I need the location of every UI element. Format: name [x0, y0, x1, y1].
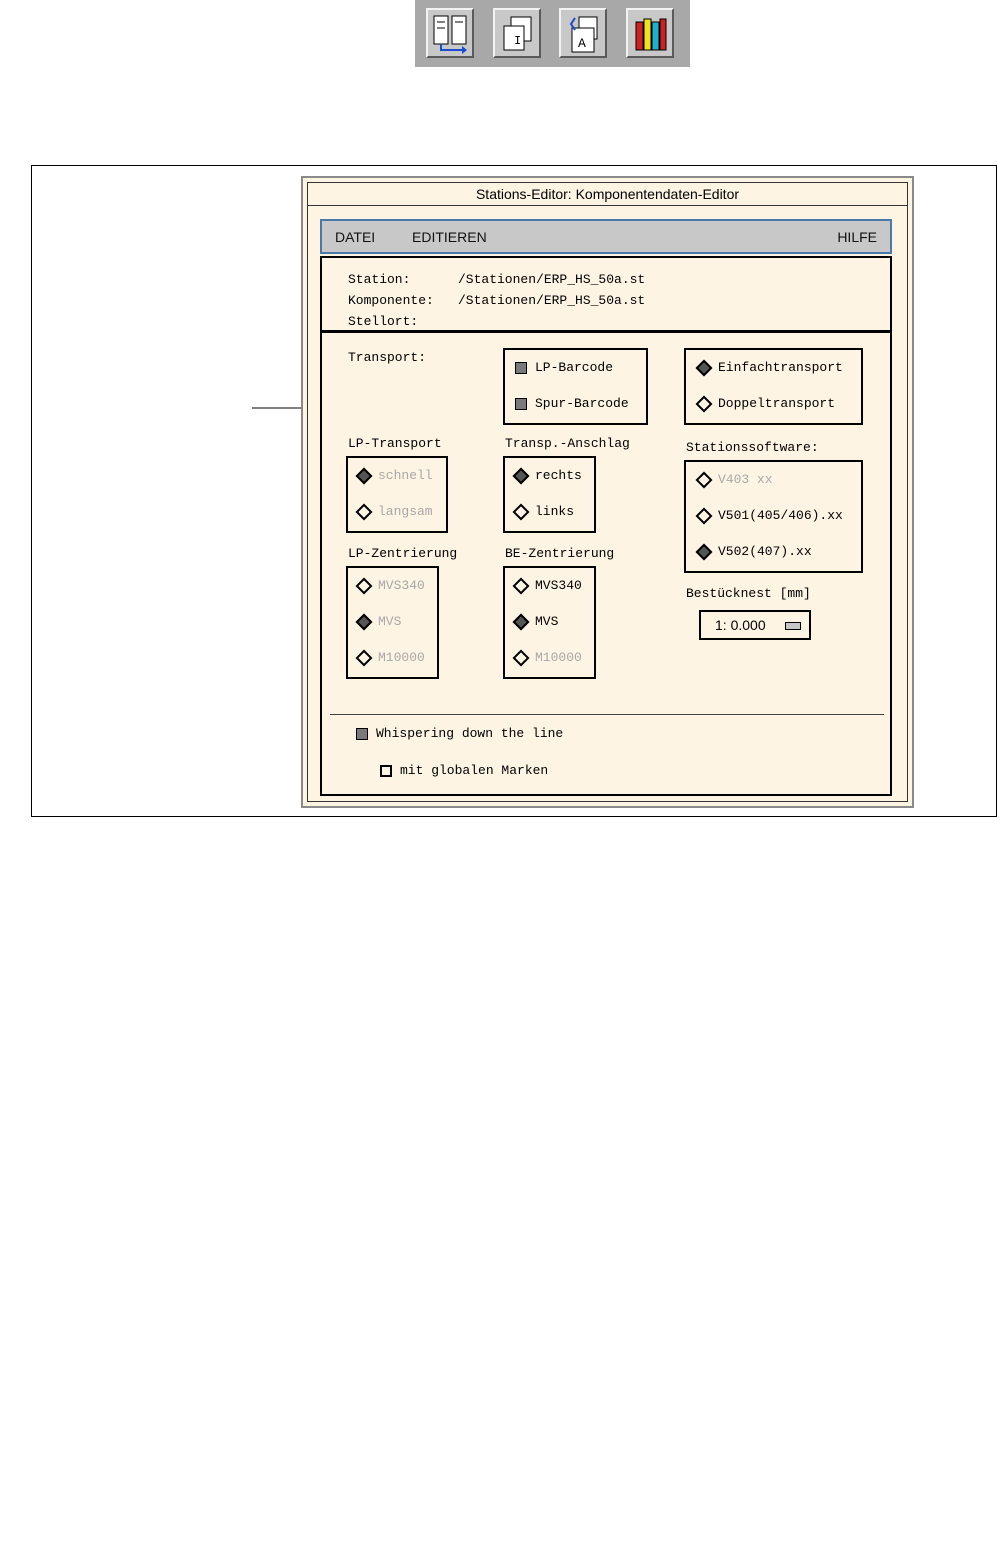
be-mvs340-label: MVS340 — [535, 578, 582, 593]
be-mvs-radio[interactable] — [515, 614, 558, 629]
stellort-label: Stellort: — [348, 314, 419, 329]
structure-view-icon — [432, 14, 470, 54]
document-pages-button[interactable] — [493, 8, 541, 58]
be-mvs340-radio[interactable] — [515, 578, 582, 593]
anschlag-label: Transp.-Anschlag — [505, 436, 630, 451]
komponente-label: Komponente: — [348, 293, 434, 308]
links-radio[interactable] — [515, 504, 574, 519]
bestuecknest-value: 1: 0.000 — [715, 617, 766, 633]
radio-selected-icon — [356, 613, 373, 630]
whispering-label: Whispering down the line — [376, 726, 564, 741]
v501-label: V501(405/406).xx — [718, 508, 843, 523]
komponente-value: /Stationen/ERP_HS_50a.st — [458, 293, 646, 308]
spur-barcode-checkbox[interactable] — [515, 396, 629, 411]
library-books-icon — [632, 14, 670, 54]
radio-icon — [513, 649, 530, 666]
transport-label: Transport: — [348, 350, 427, 365]
rechts-label: rechts — [535, 468, 582, 483]
lp-mvs340-radio[interactable] — [358, 578, 425, 593]
be-m10000-radio[interactable] — [515, 650, 582, 665]
radio-selected-icon — [696, 543, 713, 560]
lp-mvs-label: MVS — [378, 614, 402, 629]
be-m10000-label: M10000 — [535, 650, 582, 665]
window-border — [307, 182, 908, 802]
menu-hilfe[interactable]: HILFE — [837, 229, 877, 245]
einfachtransport-radio[interactable] — [698, 360, 843, 375]
checkbox-icon — [356, 728, 368, 740]
structure-view-button[interactable] — [426, 8, 474, 58]
einfachtransport-label: Einfachtransport — [718, 360, 843, 375]
radio-selected-icon — [356, 467, 373, 484]
library-books-button[interactable] — [626, 8, 674, 58]
lp-mvs340-label: MVS340 — [378, 578, 425, 593]
menu-datei[interactable]: DATEI — [335, 229, 376, 245]
globale-marken-label: mit globalen Marken — [400, 763, 549, 778]
toolbar — [415, 0, 690, 67]
bottom-divider — [330, 714, 884, 715]
radio-icon — [356, 503, 373, 520]
rechts-radio[interactable] — [515, 468, 582, 483]
lp-barcode-label: LP-Barcode — [535, 360, 614, 375]
radio-icon — [696, 507, 713, 524]
station-value: /Stationen/ERP_HS_50a.st — [458, 272, 646, 287]
v502-label: V502(407).xx — [718, 544, 812, 559]
text-import-icon — [565, 14, 603, 54]
barcode-group — [503, 348, 648, 425]
radio-selected-icon — [513, 467, 530, 484]
station-label: Station: — [348, 272, 411, 287]
spur-barcode-label: Spur-Barcode — [535, 396, 629, 411]
doppeltransport-radio[interactable] — [698, 396, 835, 411]
svg-text:I: I — [514, 34, 522, 48]
radio-icon — [696, 395, 713, 412]
lp-m10000-radio[interactable] — [358, 650, 425, 665]
radio-icon — [513, 577, 530, 594]
lp-m10000-label: M10000 — [378, 650, 425, 665]
transport-mode-group — [684, 348, 863, 425]
option-menu-icon — [785, 622, 801, 630]
doppeltransport-label: Doppeltransport — [718, 396, 836, 411]
be-mvs-label: MVS — [535, 614, 559, 629]
bestuecknest-label: Bestücknest [mm] — [686, 586, 811, 601]
radio-selected-icon — [696, 359, 713, 376]
whispering-checkbox[interactable] — [356, 726, 563, 741]
lp-transport-label: LP-Transport — [348, 436, 442, 451]
lp-zentrierung-label: LP-Zentrierung — [348, 546, 458, 561]
v501-radio[interactable] — [698, 508, 843, 523]
radio-icon — [356, 577, 373, 594]
checkbox-icon — [515, 362, 527, 374]
svg-text:A: A — [578, 36, 586, 51]
lp-zentrierung-group — [346, 566, 439, 679]
radio-icon — [356, 649, 373, 666]
menu-editieren[interactable]: EDITIEREN — [412, 229, 487, 245]
bestuecknest-select[interactable] — [699, 610, 811, 640]
radio-selected-icon — [513, 613, 530, 630]
editor-window — [301, 176, 914, 808]
globale-marken-checkbox[interactable] — [380, 763, 548, 778]
window-title: Stations-Editor: Komponentendaten-Editor — [308, 183, 907, 206]
schnell-radio[interactable] — [358, 468, 433, 483]
text-import-button[interactable] — [559, 8, 607, 58]
checkbox-icon — [515, 398, 527, 410]
editor-panel — [320, 256, 892, 796]
lp-mvs-radio[interactable] — [358, 614, 401, 629]
schnell-label: schnell — [378, 468, 433, 483]
langsam-radio[interactable] — [358, 504, 433, 519]
menubar — [320, 219, 892, 254]
software-label: Stationssoftware: — [686, 440, 819, 455]
software-group — [684, 460, 863, 573]
lp-transport-group — [346, 456, 448, 533]
v403-label: V403 xx — [718, 472, 773, 487]
links-label: links — [535, 504, 575, 519]
radio-icon — [513, 503, 530, 520]
section-divider — [322, 330, 890, 333]
be-zentrierung-label: BE-Zentrierung — [505, 546, 615, 561]
lp-barcode-checkbox[interactable] — [515, 360, 613, 375]
anschlag-group — [503, 456, 596, 533]
v403-radio[interactable] — [698, 472, 773, 487]
langsam-label: langsam — [378, 504, 433, 519]
document-pages-icon — [499, 14, 537, 54]
v502-radio[interactable] — [698, 544, 812, 559]
checkbox-empty-icon — [380, 765, 392, 777]
be-zentrierung-group — [503, 566, 596, 679]
radio-icon — [696, 471, 713, 488]
